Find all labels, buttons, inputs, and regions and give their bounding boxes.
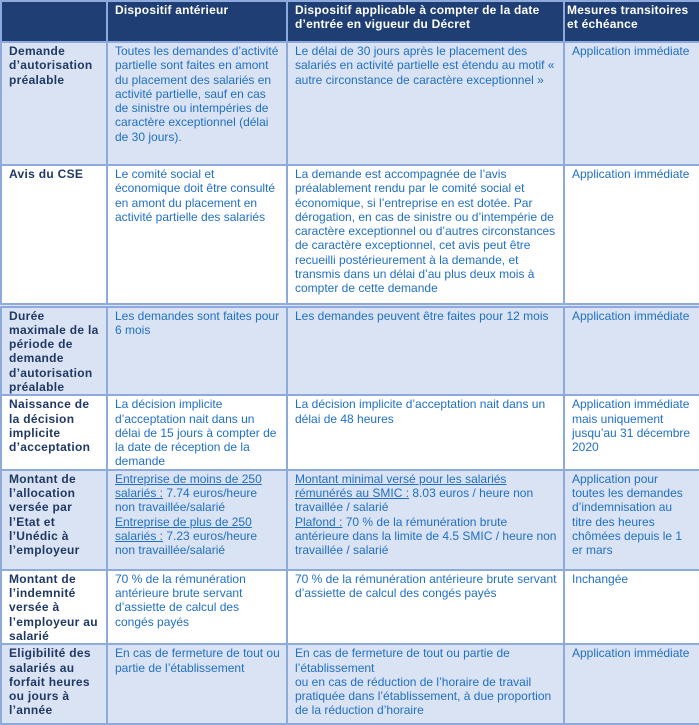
row-label: Montant de l’allocation versée par l’Etat et l’Unédic à l’employeur	[1, 470, 107, 570]
header-row	[1, 1, 699, 42]
row-label: Montant de l’indemnité versée à l’employeur au salarié	[1, 570, 107, 644]
cell-before: Les demandes sont faites pour 6 mois	[107, 305, 287, 395]
before-part-label: Entreprise de moins de 250 salariés :	[115, 471, 262, 501]
cell-after: Les demandes peuvent être faites pour 12 mois	[287, 305, 564, 395]
cell-before: La décision implicite d’acceptation nait dans un délai de 15 jours à compter de la date de réception de la demande	[107, 395, 287, 469]
after-line: En cas de fermeture de tout ou partie de l’établissement	[295, 646, 510, 675]
row-label: Avis du CSE	[1, 165, 107, 305]
header-empty	[1, 1, 107, 42]
after-part-text: 70 % de la rémunération brute antérieure dans la limite de 4.5 SMIC / heure non travaillée / salarié	[295, 514, 557, 558]
after-part-label: Plafond :	[295, 514, 343, 529]
row-label: Demande d’autorisation préalable	[1, 42, 107, 165]
cell-after	[287, 644, 564, 724]
after-part-label: Montant minimal versé pour les salariés rémunérés au SMIC :	[295, 471, 507, 501]
table-row	[1, 644, 699, 724]
table-row	[1, 470, 699, 570]
table-row	[1, 42, 699, 165]
cell-after: Le délai de 30 jours après le placement des salariés en activité partielle est étendu au motif « autre circonstance de caractère exceptionnel »	[287, 42, 564, 165]
cell-transition: Application immédiate	[564, 305, 699, 395]
cell-before: Le comité social et économique doit être consulté en amont du placement en activité partielle des salariés	[107, 165, 287, 305]
table-row	[1, 395, 699, 469]
row-label: Naissance de la décision implicite d’acceptation	[1, 395, 107, 469]
header-before: Dispositif antérieur	[107, 1, 287, 42]
table-row	[1, 570, 699, 644]
row-label: Eligibilité des salariés au forfait heures ou jours à l’année	[1, 644, 107, 724]
cell-before: En cas de fermeture de tout ou partie de l’établissement	[107, 644, 287, 724]
row-label: Durée maximale de la période de demande d’autorisation préalable	[1, 305, 107, 395]
after-line: ou en cas de réduction de l’horaire de travail pratiquée dans l’établissement, à due proportion de la réduction d’horaire	[295, 674, 552, 718]
cell-after: La demande est accompagnée de l’avis préalablement rendu par le comité social et économique, si l’entreprise en est dotée. Par dérogation, en cas de sinistre ou d’intempérie de caractère exceptionnel ou d’autres circonstances de caractère exceptionnel, cet avis peut être recueilli postérieurement à la demande, et transmis dans un délai d’au plus deux mois à compter de cette demande	[287, 165, 564, 305]
cell-after: La décision implicite d’acceptation nait dans un délai de 48 heures	[287, 395, 564, 469]
cell-transition: Application immédiate mais uniquement jusqu’au 31 décembre 2020	[564, 395, 699, 469]
cell-transition: Inchangée	[564, 570, 699, 644]
before-part-text: 7.74 euros/heure non travaillée/salarié	[115, 486, 258, 515]
header-transition: Mesures transitoires et échéance	[564, 1, 699, 42]
cell-transition: Application immédiate	[564, 42, 699, 165]
header-after: Dispositif applicable à compter de la date d’entrée en vigueur du Décret	[287, 1, 564, 42]
table-row	[1, 165, 699, 305]
cell-transition: Application immédiate	[564, 644, 699, 724]
before-part-label: Entreprise de plus de 250 salariés :	[115, 514, 252, 543]
cell-before	[107, 470, 287, 570]
after-part-text: 8.03 euros / heure non travaillée / salarié	[295, 486, 534, 515]
cell-transition: Application pour toutes les demandes d’indemnisation au titre des heures chômées depuis le 1 er mars	[564, 470, 699, 570]
cell-after	[287, 470, 564, 570]
before-part-text: 7.23 euros/heure non travaillée/salarié	[115, 528, 258, 558]
cell-transition: Application immédiate	[564, 165, 699, 305]
cell-after: 70 % de la rémunération antérieure brute servant d’assiette de calcul des congés payés	[287, 570, 564, 644]
cell-before: 70 % de la rémunération antérieure brute servant d’assiette de calcul des congés payés	[107, 570, 287, 644]
cell-before: Toutes les demandes d’activité partielle sont faites en amont du placement des salariés en activité partielle, sauf en cas de sinistre ou intempéries de caractère exceptionnel (délai de 30 jours).	[107, 42, 287, 165]
table-row	[1, 305, 699, 395]
